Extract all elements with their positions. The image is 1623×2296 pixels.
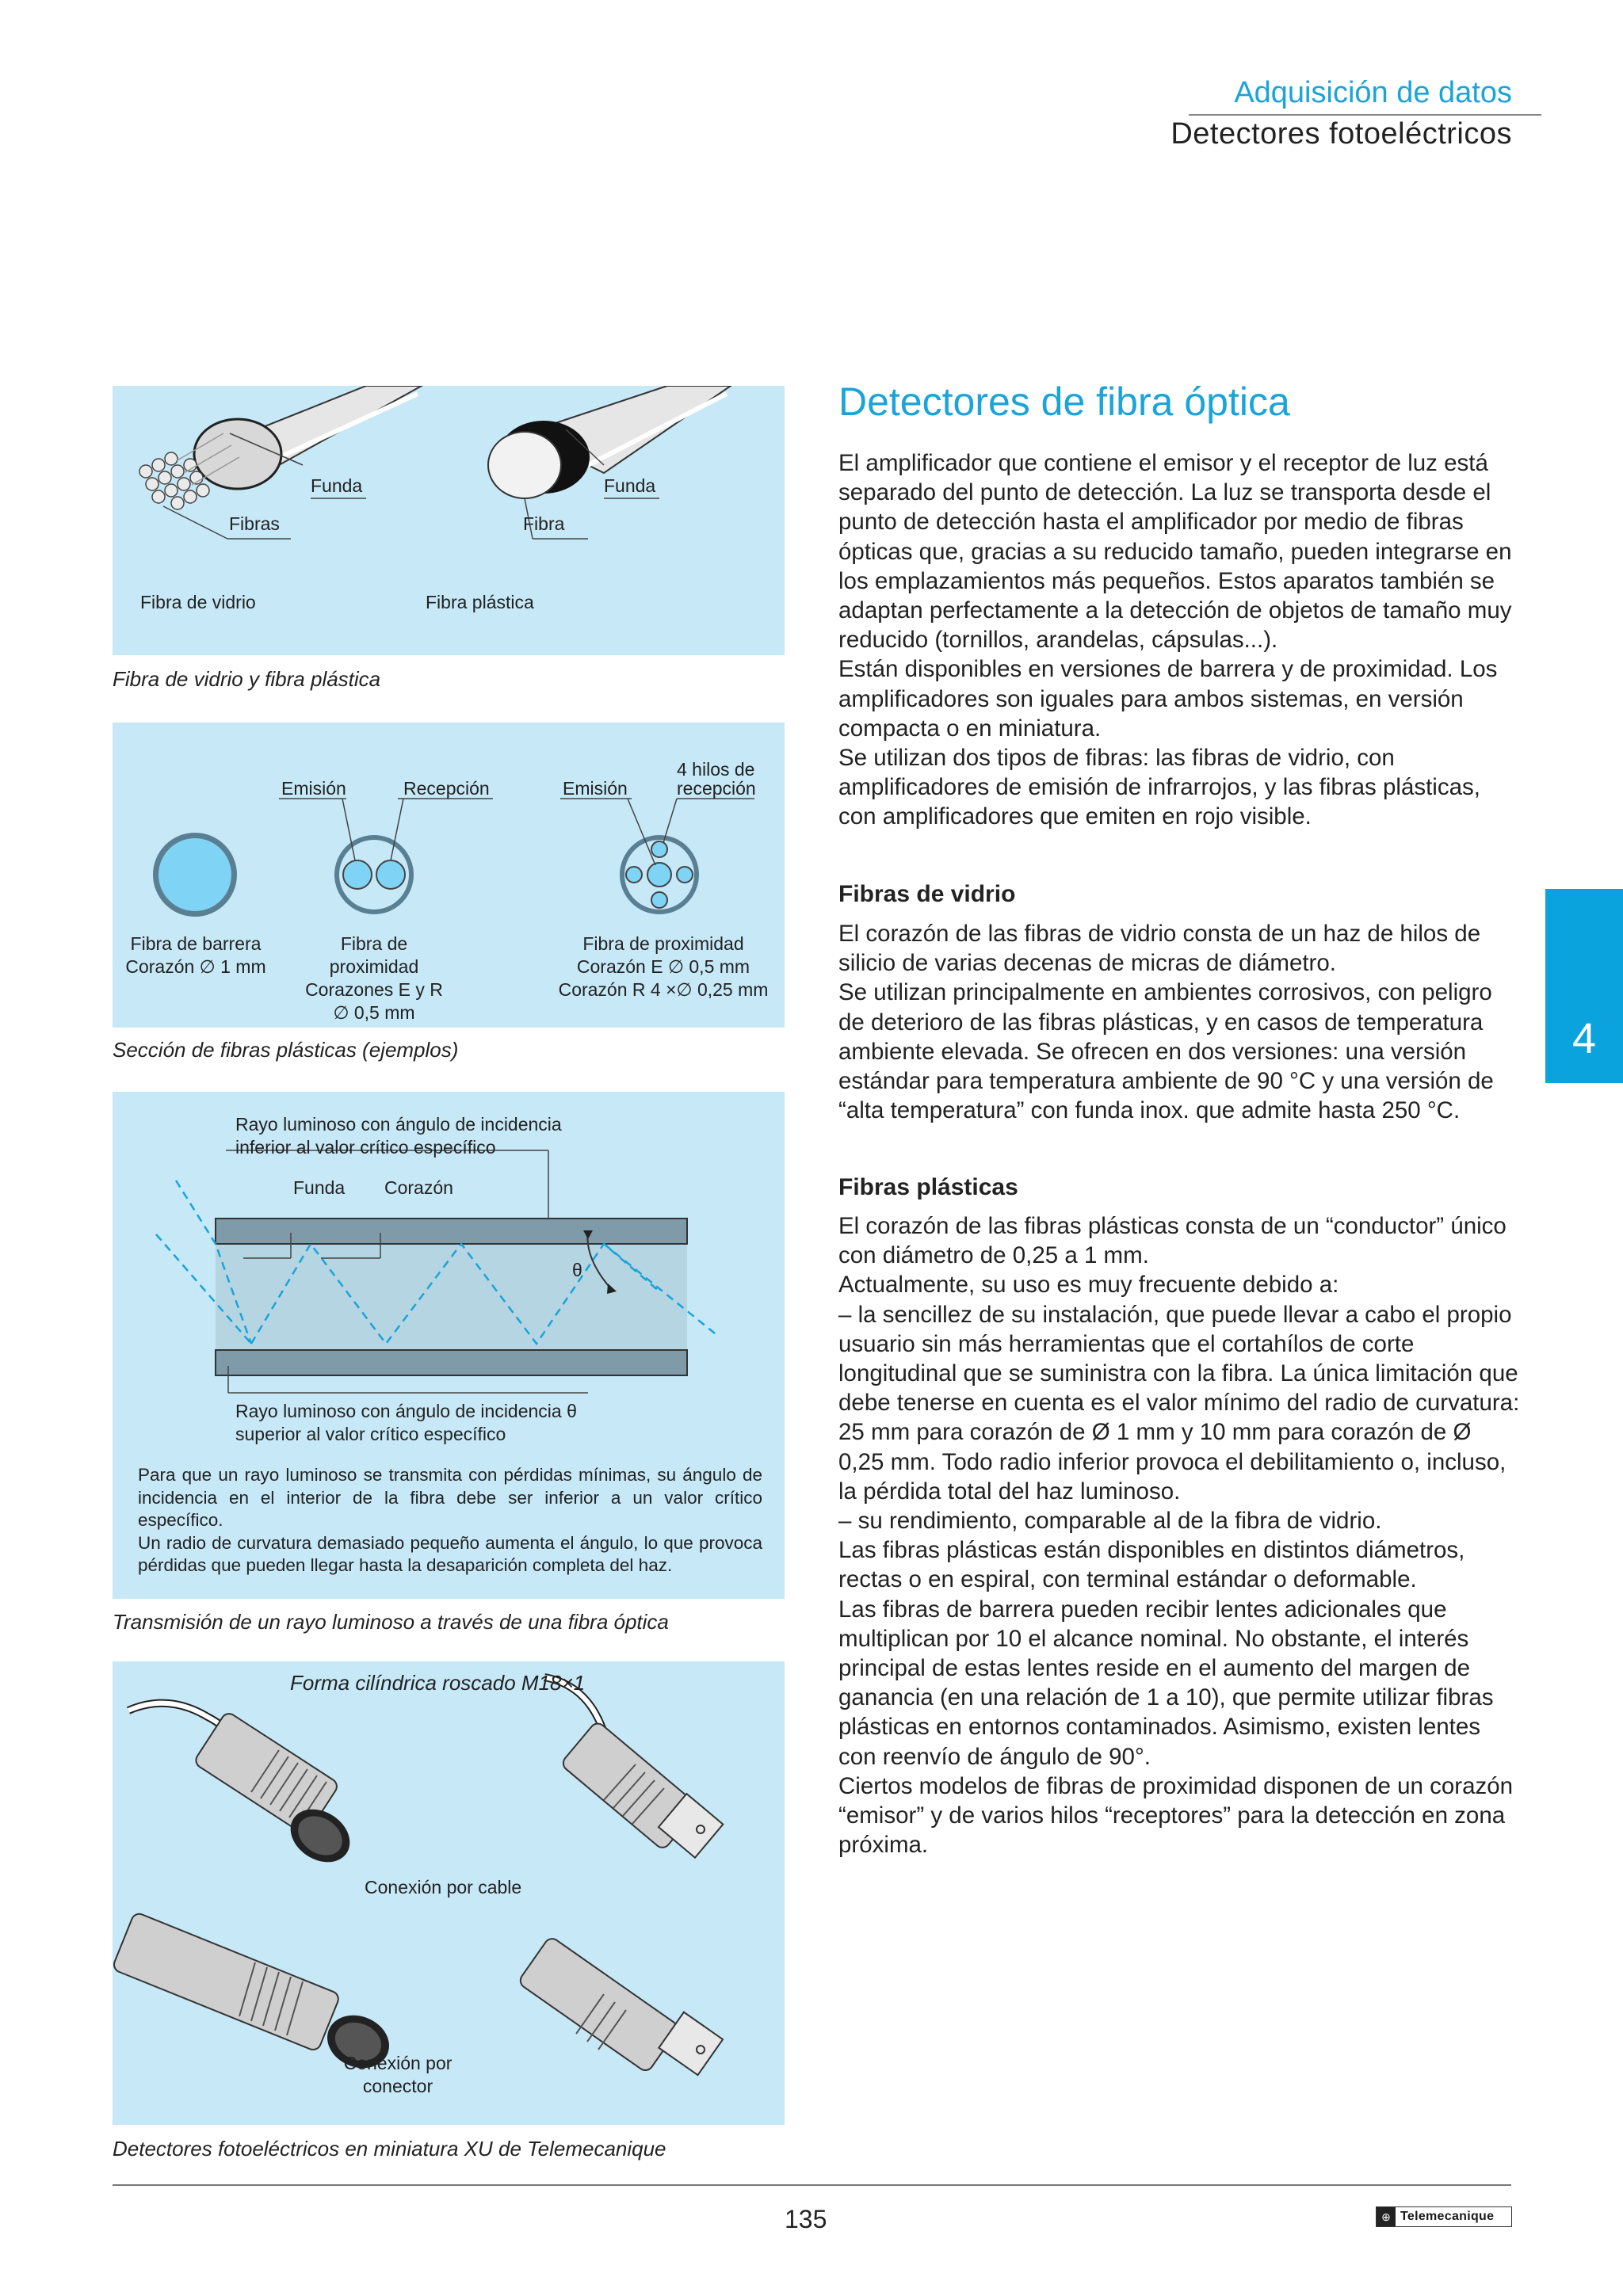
label-proximidad4 — [544, 933, 782, 1001]
intro-paragraph-1: El amplificador que contiene el emisor y el receptor de luz está separado del punto de detección. La luz se transporta desde el punto de detección hasta el amplificador por medio de fibras ópticas que, gracias a su reducido tamaño, pueden integrarse en los emplazamientos más pequeños. Estos aparatos también se adaptan perfectamente a la detección de objetos de tamaño muy reducido (tornillos, arandelas, cápsulas...). — [838, 450, 1512, 654]
label-conector-line1: Conexión por — [343, 2053, 453, 2073]
label-funda-plastic: Funda — [604, 475, 656, 496]
label-top-ray-1: Rayo luminoso con ángulo de incidencia — [235, 1114, 562, 1135]
label-top-ray-2: inferior al valor crítico específico — [235, 1137, 496, 1158]
label-prox-line3: Corazones E y R — [305, 979, 443, 1000]
plastic-paragraph-4: – su rendimiento, comparable al de la fibra de vidrio. — [838, 1508, 1382, 1535]
plastic-paragraph-2: Actualmente, su uso es muy frecuente debido a: — [838, 1272, 1339, 1299]
plastic-paragraph-7: Ciertos modelos de fibras de proximidad disponen de un corazón “emisor” y de varios hilos “receptores” para la detección en zona próxima. — [838, 1772, 1514, 1859]
label-prox-line4: ∅ 0,5 mm — [333, 1002, 415, 1023]
label-barrera — [113, 933, 279, 978]
label-prox4-line1: Fibra de proximidad — [582, 933, 744, 954]
section-title: Detectores de fibra óptica — [838, 379, 1290, 424]
fiber-cables-illustration — [113, 386, 785, 655]
proximity-fiber-section — [334, 799, 414, 914]
note-paragraph-1: Para que un rayo luminoso se transmita con pérdidas mínimas, su ángulo de incidencia en el interior de la fibra debe ser inferior a un valor crítico específico. — [138, 1465, 762, 1530]
detector-cable-right — [544, 1677, 723, 1858]
page-number: 135 — [785, 2205, 827, 2233]
intro-paragraph-3: Se utilizan dos tipos de fibras: las fibras de vidrio, con amplificadores de emisión de infrarrojos, y las fibras plásticas, con amplificadores que emiten en rojo visible. — [838, 745, 1480, 830]
barrier-fiber-section — [153, 833, 237, 917]
plastic-paragraph-6: Las fibras de barrera pueden recibir lentes adicionales que multiplican por 10 el alcance nominal. No obstante, el interés principal de estas lentes reside en el aumento del margen de ganancia (en una relación de 1 a 10), que permite utilizar fibras plásticas en entornos contaminados. Asimismo, existen lentes con reenvío de ángulo de 90°. — [838, 1596, 1494, 1770]
label-fibras: Fibras — [229, 513, 280, 534]
glass-fibers-heading: Fibras de vidrio — [838, 881, 1016, 907]
figure-transmission-panel — [113, 1092, 785, 1599]
label-funda-ray: Funda — [293, 1177, 346, 1198]
label-bottom-ray-2: superior al valor crítico específico — [235, 1424, 506, 1444]
glass-paragraph-1: El corazón de las fibras de vidrio consta de un haz de hilos de silicio de varias decenas de micras de diámetro. — [838, 921, 1481, 977]
label-conexion-conector — [327, 2052, 469, 2098]
header-subcategory: Detectores fotoeléctricos — [1170, 117, 1512, 151]
label-corazon: Corazón — [384, 1177, 453, 1198]
label-funda-glass: Funda — [311, 475, 363, 496]
figure2-caption: Sección de fibras plásticas (ejemplos) — [113, 1038, 459, 1062]
label-hilos-1: 4 hilos de — [677, 759, 755, 780]
chapter-number: 4 — [1571, 1015, 1597, 1062]
detector-cable-left — [128, 1703, 360, 1873]
brand-name: Telemecanique — [1400, 2210, 1495, 2223]
detector-connector-right — [517, 1936, 723, 2075]
label-fibra-vidrio: Fibra de vidrio — [140, 592, 256, 612]
label-recepcion: Recepción — [403, 778, 490, 799]
intro-paragraph-2: Están disponibles en versiones de barrera y de proximidad. Los amplificadores son iguales para ambos sistemas, en versión compacta o en miniatura. — [838, 656, 1498, 742]
plastic-paragraph-3: – la sencillez de su instalación, que puede llevar a cabo el propio usuario sin más herramientas que el cortahílos de corte longitudinal que se suministra con la fibra. La única limitación que debe tenerse en cuenta es el valor mínimo del radio de curvatura: 25 mm para corazón de Ø 1 mm y 10 mm para corazón de Ø 0,25 mm. Todo radio inferior provoca el debilitamiento o, incluso, la pérdida total del haz luminoso. — [838, 1301, 1520, 1505]
figure-sections-panel — [113, 723, 785, 1028]
proximity4-fiber-section — [620, 799, 699, 914]
figure3-caption: Transmisión de un rayo luminoso a través de una fibra óptica — [113, 1610, 669, 1634]
figure-fibers-panel — [113, 386, 785, 655]
plastic-fibers-heading: Fibras plásticas — [838, 1174, 1018, 1200]
plastic-fibers-text — [838, 1211, 1520, 1859]
plastic-paragraph-5: Las fibras plásticas están disponibles en distintos diámetros, rectas o en espiral, con terminal estándar o deformable. — [838, 1537, 1465, 1593]
label-prox-line1: Fibra de — [340, 933, 408, 954]
brand-logo — [1376, 2206, 1512, 2227]
glass-paragraph-2: Se utilizan principalmente en ambientes corrosivos, con peligro de deterioro de las fibras plásticas, y en casos de temperatura ambiente elevada. Se ofrecen en dos versiones: una versión estándar para temperatura ambiente de 90 °C y una versión de “alta temperatura” con funda inox. que admite hasta 250 °C. — [838, 979, 1494, 1124]
header-rule — [1189, 114, 1541, 116]
label-prox4-line3: Corazón R 4 ×∅ 0,25 mm — [558, 979, 769, 1000]
transmission-note — [138, 1464, 762, 1577]
detectors-title: Forma cilíndrica roscado M18×1 — [290, 1671, 586, 1695]
glass-fiber-cable — [139, 386, 422, 539]
footer-rule — [113, 2184, 1511, 2186]
label-prox4-line2: Corazón E ∅ 0,5 mm — [576, 956, 750, 977]
label-barrera-line2: Corazón ∅ 1 mm — [125, 956, 266, 977]
label-hilos-2: recepción — [677, 778, 756, 799]
label-fibra: Fibra — [523, 513, 565, 534]
label-conector-line2: conector — [362, 2076, 433, 2096]
label-conexion-cable: Conexión por cable — [365, 1877, 522, 1897]
label-emision-1: Emisión — [281, 778, 346, 799]
telemecanique-logo-icon: ⊕ — [1377, 2207, 1396, 2226]
glass-fibers-text — [838, 919, 1520, 1125]
header-category: Adquisición de datos — [1234, 76, 1512, 109]
label-fibra-plastica: Fibra plástica — [426, 592, 534, 612]
label-prox-line2: proximidad — [329, 956, 419, 977]
figure-detectors-panel — [113, 1661, 785, 2125]
intro-text — [838, 448, 1520, 832]
label-proximidad — [291, 933, 457, 1024]
plastic-paragraph-1: El corazón de las fibras plásticas consta de un “conductor” único con diámetro de 0,25 a 1 mm. — [838, 1213, 1507, 1269]
figure4-caption: Detectores fotoeléctricos en miniatura XU de Telemecanique — [113, 2137, 666, 2161]
label-theta: θ — [572, 1260, 582, 1280]
note-paragraph-2: Un radio de curvatura demasiado pequeño aumenta el ángulo, lo que provoca pérdidas que pueden llegar hasta la desaparición completa del haz. — [138, 1532, 762, 1575]
figure1-caption: Fibra de vidrio y fibra plástica — [113, 667, 381, 691]
label-bottom-ray-1: Rayo luminoso con ángulo de incidencia θ — [235, 1401, 577, 1421]
label-barrera-line1: Fibra de barrera — [130, 933, 262, 954]
label-emision-2: Emisión — [563, 778, 628, 799]
